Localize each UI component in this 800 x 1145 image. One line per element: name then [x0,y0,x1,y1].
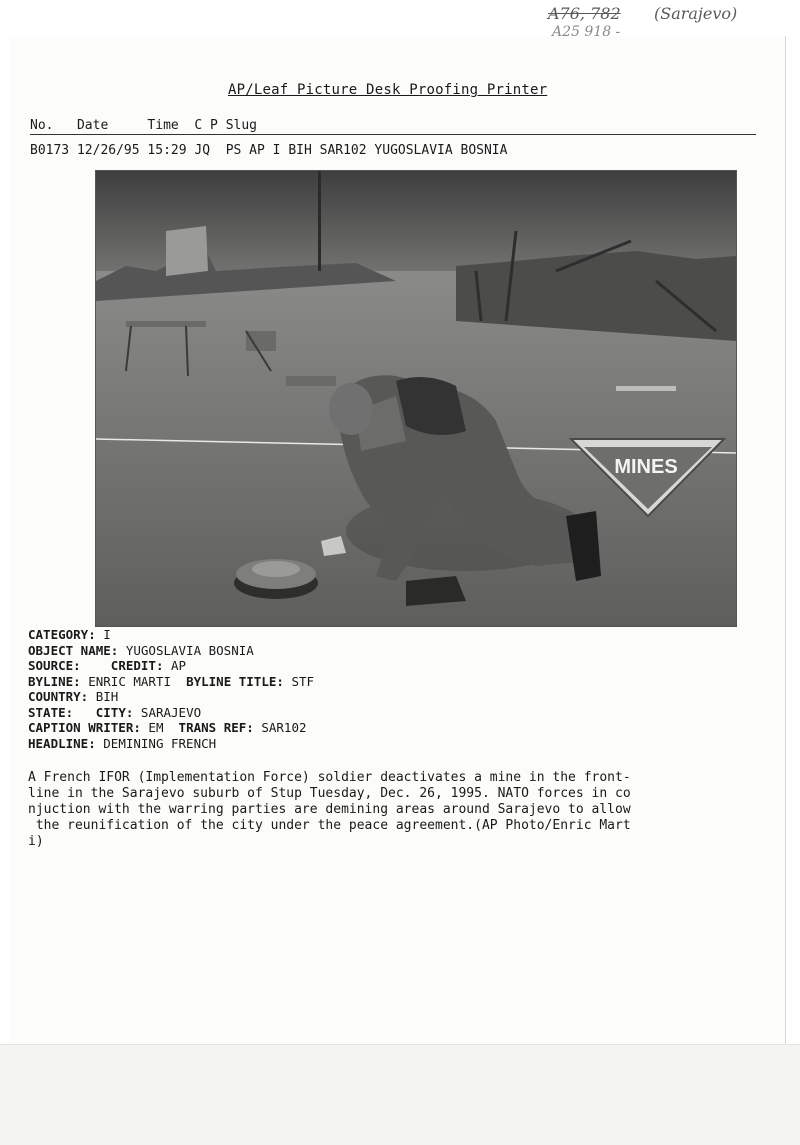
handwritten-archive-number: A25 918 - [552,24,621,40]
record-date: 12/26/95 [76,143,140,158]
record-cp: JQ [194,143,211,158]
meta-object-name: OBJECT NAME: YUGOSLAVIA BOSNIA [28,642,254,658]
col-slug: Slug [225,118,258,133]
meta-source: SOURCE: CREDIT: AP [28,658,187,673]
sign-text: MINES [614,456,678,478]
scan-margin [0,1044,800,1145]
metadata-block [28,627,314,751]
meta-country: COUNTRY: BIH [28,689,119,704]
col-c: C [194,118,203,133]
meta-caption-writer: CAPTION WRITER: EM TRANS REF: SAR102 [28,720,307,735]
record-row [30,143,507,158]
col-time: Time [147,118,179,133]
handwritten-location-note: (Sarajevo) [654,4,738,23]
col-p: P [210,118,218,133]
record-slug: PS AP I BIH SAR102 YUGOSLAVIA BOSNIA [225,143,508,158]
record-no: B0173 [30,143,70,158]
photo-caption: A French IFOR (Implementation Force) soldier deactivates a mine in the front- line in the Sarajevo suburb of Stup Tuesday, Dec. 26, 1995. NATO forces in co njuction with the warring parties are demining areas around Sarajevo to allow the reunification of the city under the peace agreement.(AP Photo/Enric Mart i) [28,770,631,849]
meta-byline: BYLINE: ENRIC MARTI BYLINE TITLE: STF [28,673,315,689]
photo-illustration [96,171,736,626]
meta-headline: HEADLINE: DEMINING FRENCH [28,735,217,751]
column-header-row [30,118,756,135]
news-photo [95,170,737,627]
page-title: AP/Leaf Picture Desk Proofing Printer [228,82,548,98]
col-no: No. [30,118,54,133]
land-mine [234,559,318,599]
meta-category: CATEGORY: I [28,627,111,642]
meta-state: STATE: CITY: SARAJEVO [28,704,202,720]
col-date: Date [76,118,109,133]
handwritten-struck-number: A76, 782 [548,4,621,23]
record-time: 15:29 [147,143,187,158]
